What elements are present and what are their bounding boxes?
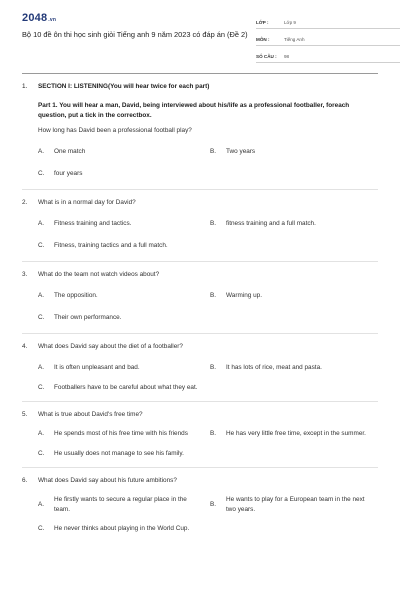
question-number: 5. (22, 411, 28, 418)
options-grid (38, 147, 378, 178)
meta-row-class (256, 12, 400, 29)
question-number: 6. (22, 477, 28, 484)
question-number: 3. (22, 271, 28, 278)
question-number: 4. (22, 343, 28, 350)
question-text: What is in a normal day for David? (38, 199, 136, 206)
option-a[interactable] (38, 429, 210, 439)
question-text: What does David say about his future ambitions? (38, 477, 177, 484)
option-a[interactable] (38, 291, 210, 301)
question-item (22, 342, 378, 402)
question-item (22, 198, 378, 262)
option-c[interactable] (38, 383, 210, 393)
meta-value: 98 (284, 54, 290, 59)
question-item (22, 410, 378, 468)
option-text: fitness training and a full match. (226, 220, 316, 227)
option-text: Their own performance. (54, 313, 122, 321)
option-letter: C. (38, 241, 45, 249)
meta-label: LỚP : (256, 20, 269, 25)
question-heading (22, 198, 378, 207)
question-text: How long has David been a professional football play? (38, 127, 192, 134)
option-letter: A. (38, 500, 45, 508)
option-text: Footballers have to be careful about what they eat. (54, 383, 198, 391)
option-text: He usually does not manage to see his family. (54, 449, 184, 457)
question-item (22, 476, 378, 534)
option-b[interactable] (210, 219, 382, 229)
meta-label: MÔN : (256, 37, 270, 42)
option-letter: C. (38, 313, 45, 321)
option-letter: C. (38, 449, 45, 457)
options-grid (38, 363, 378, 392)
option-c[interactable] (38, 313, 210, 323)
option-text: It has lots of rice, meat and pasta. (226, 364, 322, 371)
option-text: Fitness, training tactics and a full match. (54, 241, 168, 249)
option-letter: A. (38, 430, 45, 437)
option-a[interactable] (38, 495, 210, 514)
options-grid (38, 291, 378, 322)
option-text: The opposition. (54, 292, 98, 299)
option-letter: B. (210, 430, 217, 437)
option-a[interactable] (38, 363, 210, 373)
meta-value: Tiếng Anh (284, 37, 305, 42)
option-text: He spends most of his free time with his friends (54, 430, 188, 437)
option-b[interactable] (210, 147, 382, 157)
question-heading (22, 270, 378, 279)
question-text: What does David say about the diet of a footballer? (38, 343, 183, 350)
option-a[interactable] (38, 219, 210, 229)
option-text: four years (54, 169, 83, 177)
separator (22, 333, 378, 334)
separator (22, 401, 378, 402)
section-heading (22, 82, 378, 91)
option-c[interactable] (38, 449, 210, 459)
document-content (22, 74, 378, 534)
option-letter: C. (38, 169, 45, 177)
option-text: Warming up. (226, 292, 262, 299)
question-heading (22, 342, 378, 351)
option-letter: B. (210, 500, 217, 508)
meta-row-count (256, 46, 400, 63)
option-text: He wants to play for a European team in the next two years. (226, 496, 365, 513)
option-b[interactable] (210, 429, 382, 439)
site-logo[interactable] (22, 12, 56, 24)
logo-sub-text: .vn (48, 17, 57, 23)
option-letter: A. (38, 364, 45, 371)
option-c[interactable] (38, 169, 210, 179)
options-grid (38, 495, 378, 534)
option-letter: A. (38, 292, 45, 299)
option-c[interactable] (38, 524, 210, 534)
question-text: What do the team not watch videos about? (38, 271, 160, 278)
question-heading (22, 476, 378, 485)
option-a[interactable] (38, 147, 210, 157)
question-text: What is true about David's free time? (38, 411, 143, 418)
meta-row-subject (256, 29, 400, 46)
option-letter: A. (38, 220, 45, 227)
question-heading (22, 410, 378, 419)
option-text: He has very little free time, except in the summer. (226, 430, 366, 437)
option-letter: B. (210, 364, 217, 371)
option-letter: C. (38, 525, 45, 532)
options-grid (38, 429, 378, 458)
separator (22, 467, 378, 468)
option-letter: A. (38, 148, 45, 155)
option-letter: C. (38, 383, 45, 391)
option-c[interactable] (38, 241, 210, 251)
meta-label: SỐ CÂU : (256, 54, 277, 59)
option-letter: B. (210, 148, 217, 155)
option-text: Two years (226, 148, 256, 155)
section-number: 1. (22, 83, 28, 90)
separator (22, 261, 378, 262)
question-number: 2. (22, 199, 28, 206)
option-text: Fitness training and tactics. (54, 220, 132, 227)
question-item (22, 270, 378, 334)
section-title: SECTION I: LISTENING(You will hear twice for each part) (38, 83, 210, 90)
document-title: Bộ 10 đề ôn thi học sinh giỏi Tiếng anh 9 năm 2023 có đáp án (Đề 2) (22, 30, 248, 39)
option-text: He firstly wants to secure a regular place in the team. (54, 496, 187, 513)
document-header (22, 0, 378, 74)
option-text: He never thinks about playing in the World Cup. (54, 525, 190, 532)
option-b[interactable] (210, 363, 382, 373)
separator (22, 189, 378, 190)
option-text: One match (54, 148, 86, 155)
meta-table (256, 12, 400, 63)
meta-value: Lớp 9 (284, 20, 296, 25)
option-letter: B. (210, 220, 217, 227)
option-text: It is often unpleasant and bad. (54, 364, 140, 371)
option-b[interactable] (210, 495, 382, 514)
logo-main-text: 2048 (22, 12, 48, 24)
option-letter: B. (210, 292, 217, 299)
options-grid (38, 219, 378, 250)
part-instruction: Part 1. You will hear a man, David, being interviewed about his/life as a professional footballer, foreach question, put a tick in the correctbox. (38, 102, 350, 119)
option-b[interactable] (210, 291, 382, 301)
